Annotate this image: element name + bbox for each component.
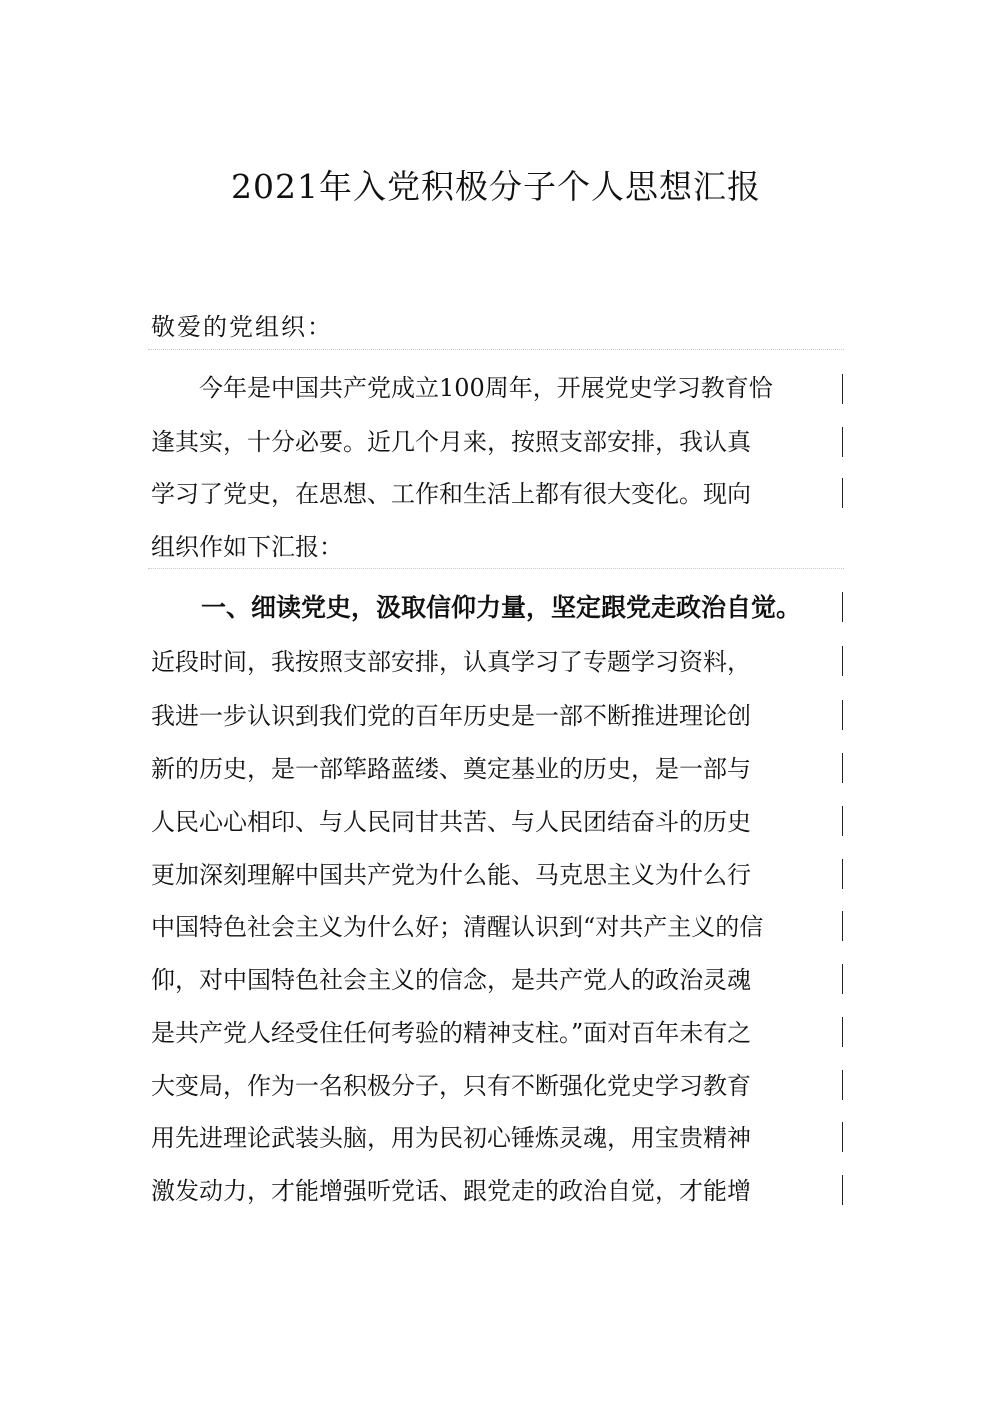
text-boundary-mark [842, 964, 843, 994]
text-boundary-mark [842, 700, 843, 730]
intro-line: 逢其实，十分必要。近几个月来，按照支部安排，我认真 [151, 428, 751, 456]
intro-line: 学习了党史，在思想、工作和生活上都有很大变化。现向 [151, 480, 751, 508]
body-line: 是共产党人经受住任何考验的精神支柱。”面对百年未有之 [151, 1019, 752, 1047]
body-line: 大变局，作为一名积极分子，只有不断强化党史学习教育 [151, 1072, 751, 1100]
text-boundary-mark [842, 1122, 843, 1152]
text-boundary-mark [842, 592, 843, 622]
text-boundary-mark [842, 646, 843, 676]
text-boundary-mark [842, 478, 843, 508]
body-line: 仰，对中国特色社会主义的信念，是共产党人的政治灵魂 [151, 966, 751, 994]
section-heading: 一、细读党史，汲取信仰力量，坚定跟党走政治自觉。 [151, 593, 802, 622]
body-line: 新的历史，是一部筚路蓝缕、奠定基业的历史，是一部与 [151, 755, 751, 783]
body-line: 近段时间，我按照支部安排，认真学习了专题学习资料， [151, 648, 751, 676]
text-boundary-mark [842, 1017, 843, 1047]
salutation: 敬爱的党组织： [151, 313, 333, 341]
intro-line: 组织作如下汇报： [151, 533, 343, 561]
text-boundary-mark [842, 374, 843, 404]
paragraph-divider [148, 568, 844, 569]
body-line: 人民心心相印、与人民同甘共苦、与人民团结奋斗的历史 [151, 808, 751, 836]
body-line: 激发动力，才能增强听党话、跟党走的政治自觉，才能增 [151, 1177, 751, 1205]
text-boundary-mark [842, 1175, 843, 1205]
body-line: 我进一步认识到我们党的百年历史是一部不断推进理论创 [151, 702, 751, 730]
paragraph-divider [148, 349, 844, 350]
text-boundary-mark [842, 1070, 843, 1100]
text-boundary-mark [842, 911, 843, 941]
body-line: 中国特色社会主义为什么好；清醒认识到“对共产主义的信 [151, 913, 764, 941]
text-boundary-mark [842, 753, 843, 783]
text-boundary-mark [842, 806, 843, 836]
body-line: 用先进理论武装头脑，用为民初心锤炼灵魂，用宝贵精神 [151, 1124, 751, 1152]
document-title: 2021年入党积极分子个人思想汇报 [231, 167, 761, 206]
body-line: 更加深刻理解中国共产党为什么能、马克思主义为什么行 [151, 861, 751, 889]
text-boundary-mark [842, 427, 843, 457]
intro-line: 今年是中国共产党成立100周年，开展党史学习教育恰 [151, 374, 773, 402]
text-boundary-mark [842, 859, 843, 889]
